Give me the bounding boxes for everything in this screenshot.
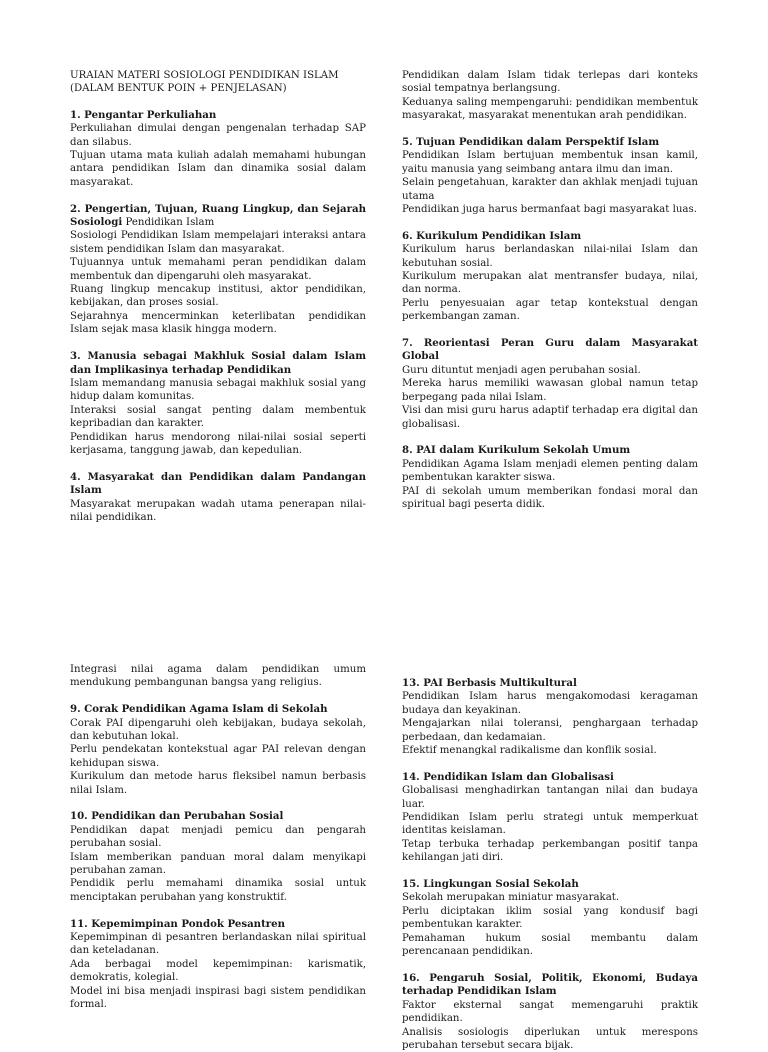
section-paragraph: Pendidikan Islam harus mengakomodasi keragaman budaya dan keyakinan. bbox=[402, 691, 698, 716]
section-10 bbox=[70, 810, 366, 904]
section-paragraph: Perlu pendekatan kontekstual agar PAI relevan dengan kehidupan siswa. bbox=[70, 744, 366, 769]
section-paragraph: Pendidik perlu memahami dinamika sosial untuk menciptakan perubahan yang konstruktif. bbox=[70, 878, 366, 903]
section-heading: 13. PAI Berbasis Multikultural bbox=[402, 677, 577, 689]
section-7 bbox=[402, 337, 698, 431]
section-paragraph: Pendidikan juga harus bermanfaat bagi masyarakat luas. bbox=[402, 204, 697, 216]
section-paragraph: Sekolah merupakan miniatur masyarakat. bbox=[402, 892, 620, 904]
section-paragraph: Sejarahnya mencerminkan keterlibatan pendidikan Islam sejak masa klasik hingga modern. bbox=[70, 310, 366, 336]
section-paragraph: Pendidikan Islam bertujuan membentuk insan kamil, yaitu manusia yang seimbang antara ilmu dan iman. bbox=[402, 150, 698, 175]
section-paragraph: Pendidikan Islam perlu strategi untuk memperkuat identitas keislaman. bbox=[402, 812, 698, 837]
section-paragraph: Faktor eksternal sangat memengaruhi praktik pendidikan. bbox=[402, 999, 698, 1025]
section-paragraph: Tujuan utama mata kuliah adalah memahami hubungan antara pendidikan Islam dan dinamika sosial dalam masyarakat. bbox=[70, 150, 366, 188]
section-paragraph: Kurikulum merupakan alat mentransfer budaya, nilai, dan norma. bbox=[402, 271, 698, 296]
section-paragraph: Corak PAI dipengaruhi oleh kebijakan, budaya sekolah, dan kebutuhan lokal. bbox=[70, 717, 366, 743]
section-heading: 3. Manusia sebagai Makhluk Sosial dalam Islam dan Implikasinya terhadap Pendidikan bbox=[70, 350, 366, 376]
section-15 bbox=[402, 878, 698, 958]
page1-left-column bbox=[70, 69, 366, 524]
section-heading: 16. Pengaruh Sosial, Politik, Ekonomi, Budaya terhadap Pendidikan Islam bbox=[402, 971, 698, 998]
section-paragraph: Pendidikan dapat menjadi pemicu dan pengarah perubahan sosial. bbox=[70, 824, 366, 850]
section-3 bbox=[70, 350, 366, 457]
section-paragraph: Tujuannya untuk memahami peran pendidikan dalam membentuk dan dipengaruhi oleh masyarakat. bbox=[70, 257, 366, 282]
section-paragraph: Perkuliahan dimulai dengan pengenalan terhadap SAP dan silabus. bbox=[70, 123, 366, 148]
page1-right-column bbox=[402, 69, 698, 511]
section-paragraph: Kepemimpinan di pesantren berlandaskan nilai spiritual dan keteladanan. bbox=[70, 932, 366, 957]
section-11 bbox=[70, 918, 366, 1012]
section-paragraph: Pemahaman hukum sosial membantu dalam perencanaan pendidikan. bbox=[402, 932, 698, 958]
page2-left-column bbox=[70, 663, 366, 1012]
section-heading: 15. Lingkungan Sosial Sekolah bbox=[402, 878, 579, 891]
section-paragraph: Perlu penyesuaian agar tetap kontekstual dengan perkembangan zaman. bbox=[402, 297, 698, 323]
section-heading: 9. Corak Pendidikan Agama Islam di Sekolah bbox=[70, 703, 328, 716]
section-paragraph: Mereka harus memiliki wawasan global namun tetap berpegang pada nilai Islam. bbox=[402, 378, 698, 403]
section-paragraph: Ada berbagai model kepemimpinan: karismatik, demokratis, kolegial. bbox=[70, 958, 366, 984]
section-paragraph: Guru dituntut menjadi agen perubahan sosial. bbox=[402, 364, 641, 376]
section-4 bbox=[70, 471, 366, 525]
section-heading: 11. Kepemimpinan Pondok Pesantren bbox=[70, 917, 286, 930]
section-paragraph: Perlu diciptakan iklim sosial yang kondusif bagi pembentukan karakter. bbox=[402, 905, 698, 931]
section-paragraph: Efektif menangkal radikalisme dan konflik sosial. bbox=[402, 745, 657, 757]
section-heading: 4. Masyarakat dan Pendidikan dalam Pandangan Islam bbox=[70, 470, 366, 497]
section-paragraph: Selain pengetahuan, karakter dan akhlak menjadi tujuan utama bbox=[402, 177, 698, 202]
section-paragraph: Islam memandang manusia sebagai makhluk sosial yang hidup dalam komunitas. bbox=[70, 377, 366, 403]
section-paragraph: Model ini bisa menjadi inspirasi bagi sistem pendidikan formal. bbox=[70, 985, 366, 1011]
section-paragraph: PAI di sekolah umum memberikan fondasi moral dan spiritual bagi peserta didik. bbox=[402, 485, 698, 510]
page2-right-column bbox=[402, 677, 698, 1052]
section-paragraph: Kurikulum dan metode harus fleksibel namun berbasis nilai Islam. bbox=[70, 771, 366, 796]
section-paragraph: Kurikulum harus berlandaskan nilai-nilai Islam dan kebutuhan sosial. bbox=[402, 244, 698, 269]
section-paragraph: Interaksi sosial sangat penting dalam membentuk kepribadian dan karakter. bbox=[70, 404, 366, 430]
document-page-2 bbox=[0, 540, 768, 1051]
section-paragraph: Tetap terbuka terhadap perkembangan positif tanpa kehilangan jati diri. bbox=[402, 838, 698, 864]
section-paragraph: Visi dan misi guru harus adaptif terhadap era digital dan globalisasi. bbox=[402, 405, 698, 430]
section-13 bbox=[402, 677, 698, 757]
section-heading: 6. Kurikulum Pendidikan Islam bbox=[402, 229, 582, 242]
section-paragraph: Keduanya saling mempengaruhi: pendidikan membentuk masyarakat, masyarakat menentukan arah pendidikan. bbox=[402, 96, 698, 122]
section-paragraph: Analisis sosiologis diperlukan untuk merespons perubahan tersebut secara bijak. bbox=[402, 1026, 698, 1051]
section-paragraph: Ruang lingkup mencakup institusi, aktor pendidikan, kebijakan, dan proses sosial. bbox=[70, 284, 366, 309]
section-paragraph: Pendidikan harus mendorong nilai-nilai sosial seperti kerjasama, tanggung jawab, dan kepedulian. bbox=[70, 431, 366, 456]
section-heading-suffix: Pendidikan Islam bbox=[122, 217, 215, 229]
document-title: URAIAN MATERI SOSIOLOGI PENDIDIKAN ISLAM (DALAM BENTUK POIN + PENJELASAN) bbox=[70, 70, 339, 95]
section-paragraph: Pendidikan dalam Islam tidak terlepas dari konteks sosial tempatnya berlangsung. bbox=[402, 70, 698, 95]
section-14 bbox=[402, 771, 698, 865]
section-heading bbox=[70, 203, 366, 230]
section-heading: 1. Pengantar Perkuliahan bbox=[70, 108, 217, 121]
section-heading: 7. Reorientasi Peran Guru dalam Masyarakat Global bbox=[402, 337, 698, 363]
section-1 bbox=[70, 109, 366, 189]
section-heading-bold: 2. Pengertian, Tujuan, Ruang Lingkup, dan Sejarah Sosiologi bbox=[70, 202, 366, 229]
section-heading: 10. Pendidikan dan Perubahan Sosial bbox=[70, 810, 284, 823]
section-2 bbox=[70, 203, 366, 337]
section-8 bbox=[402, 444, 698, 511]
section-6 bbox=[402, 230, 698, 324]
section-5 bbox=[402, 136, 698, 216]
section-9 bbox=[70, 703, 366, 797]
section-paragraph: Islam memberikan panduan moral dalam menyikapi perubahan zaman. bbox=[70, 851, 366, 877]
section-paragraph: Mengajarkan nilai toleransi, penghargaan terhadap perbedaan, dan kedamaian. bbox=[402, 718, 698, 743]
section-paragraph: Pendidikan Agama Islam menjadi elemen penting dalam pembentukan karakter siswa. bbox=[402, 458, 698, 484]
section-16 bbox=[402, 972, 698, 1052]
continued-paragraph: Integrasi nilai agama dalam pendidikan umum mendukung pembangunan bangsa yang religius. bbox=[70, 664, 366, 689]
section-heading: 8. PAI dalam Kurikulum Sekolah Umum bbox=[402, 444, 631, 457]
section-heading: 14. Pendidikan Islam dan Globalisasi bbox=[402, 770, 614, 783]
section-heading: 5. Tujuan Pendidikan dalam Perspektif Islam bbox=[402, 136, 660, 149]
section-4-continued bbox=[402, 69, 698, 123]
section-paragraph: Sosiologi Pendidikan Islam mempelajari interaksi antara sistem pendidikan Islam dan masyarakat. bbox=[70, 230, 366, 255]
section-paragraph: Globalisasi menghadirkan tantangan nilai dan budaya luar. bbox=[402, 785, 698, 810]
section-paragraph: Masyarakat merupakan wadah utama penerapan nilai-nilai pendidikan. bbox=[70, 498, 366, 523]
